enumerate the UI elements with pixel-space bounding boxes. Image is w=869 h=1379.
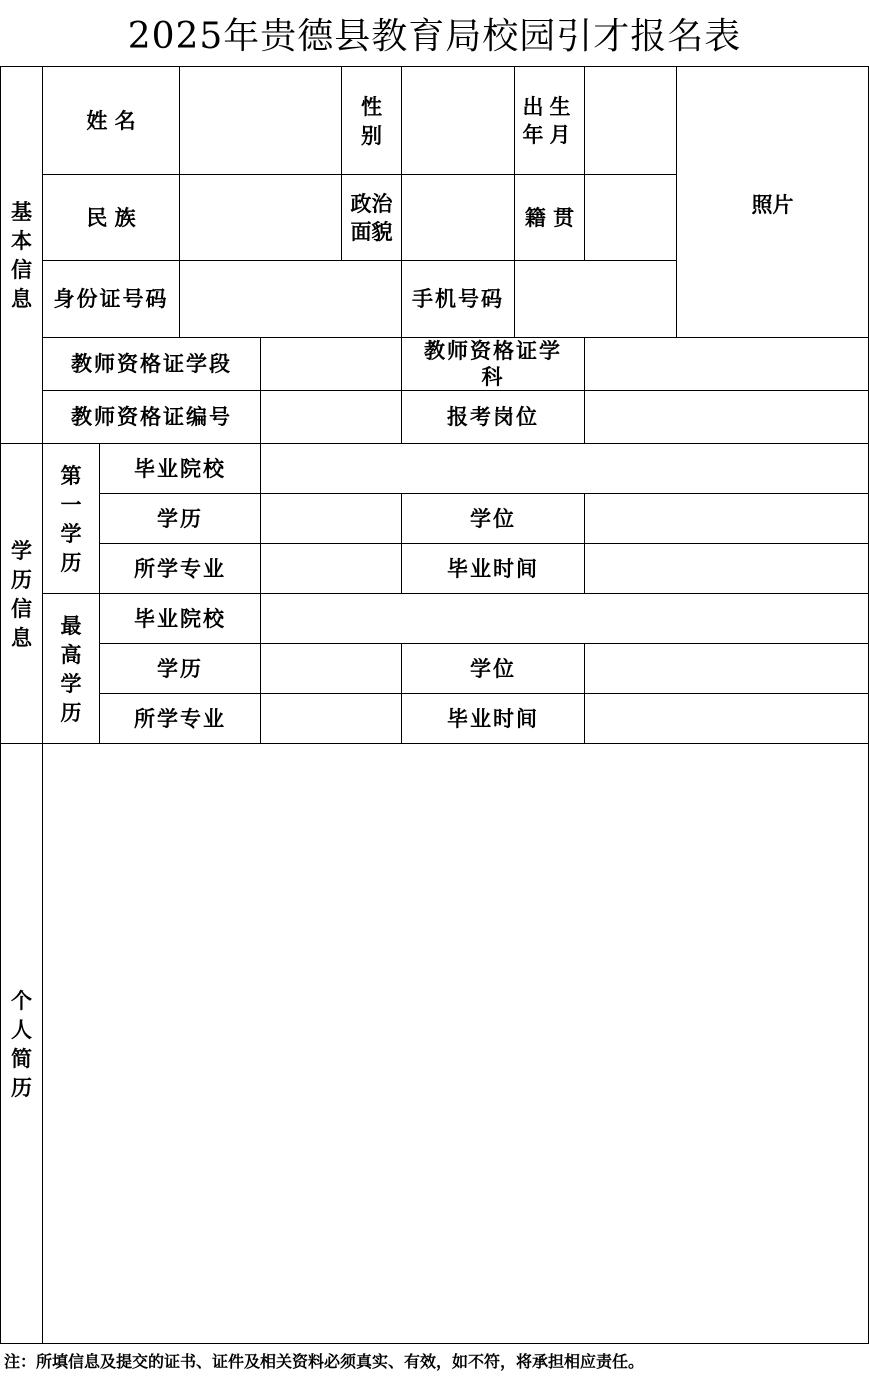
highest-degree-level-label: 学历	[99, 643, 261, 694]
footer-note: 注：所填信息及提交的证书、证件及相关资料必须真实、有效，如不符，将承担相应责任。	[4, 1352, 645, 1371]
highest-school-field[interactable]	[260, 593, 869, 644]
first-degree-field[interactable]	[584, 493, 869, 544]
highest-degree-field[interactable]	[584, 643, 869, 694]
political-label-line1: 政治	[350, 190, 393, 216]
phone-label: 手机号码	[401, 260, 515, 338]
phone-field[interactable]	[514, 260, 677, 338]
first-school-label: 毕业院校	[99, 443, 261, 494]
gender-label-text: 性 别	[361, 93, 382, 148]
section-resume-label: 个 人 简 历	[11, 987, 32, 1100]
cert-number-label: 教师资格证编号	[42, 390, 261, 444]
gender-label	[341, 66, 402, 175]
first-grad-time-field[interactable]	[584, 543, 869, 594]
photo-label: 照片	[751, 192, 794, 217]
highest-school-label: 毕业院校	[99, 593, 261, 644]
highest-grad-time-field[interactable]	[584, 693, 869, 744]
section-resume	[0, 743, 43, 1344]
section-basic-info-label: 基 本 信 息	[11, 199, 32, 311]
highest-degree-group	[42, 593, 100, 744]
section-education-info-label: 学 历 信 息	[11, 537, 32, 650]
first-grad-time-label: 毕业时间	[401, 543, 585, 594]
id-number-label: 身份证号码	[42, 260, 180, 338]
native-place-field[interactable]	[584, 174, 677, 261]
id-number-field[interactable]	[179, 260, 402, 338]
cert-number-field[interactable]	[260, 390, 402, 444]
cert-level-field[interactable]	[260, 337, 402, 391]
page-title: 2025年贵德县教育局校园引才报名表	[127, 15, 742, 57]
highest-major-label: 所学专业	[99, 693, 261, 744]
section-basic-info	[0, 66, 43, 444]
gender-field[interactable]	[401, 66, 515, 175]
ethnicity-field[interactable]	[179, 174, 342, 261]
birth-label	[514, 66, 585, 175]
highest-major-field[interactable]	[260, 693, 402, 744]
name-field[interactable]	[179, 66, 342, 175]
first-degree-level-field[interactable]	[260, 493, 402, 544]
position-label: 报考岗位	[401, 390, 585, 444]
political-label	[341, 174, 402, 261]
cert-subject-label-text: 教师资格证学科	[424, 338, 562, 389]
name-label: 姓 名	[42, 66, 180, 175]
political-field[interactable]	[401, 174, 515, 261]
section-education-info	[0, 443, 43, 744]
position-field[interactable]	[584, 390, 869, 444]
first-school-field[interactable]	[260, 443, 869, 494]
highest-grad-time-label: 毕业时间	[401, 693, 585, 744]
ethnicity-label: 民 族	[42, 174, 180, 261]
first-degree-group	[42, 443, 100, 594]
birth-field[interactable]	[584, 66, 677, 175]
first-major-label: 所学专业	[99, 543, 261, 594]
first-major-field[interactable]	[260, 543, 402, 594]
first-degree-level-label: 学历	[99, 493, 261, 544]
resume-field[interactable]	[42, 743, 869, 1344]
birth-label-line2: 年月	[522, 121, 577, 147]
highest-degree-label-cell: 学位	[401, 643, 585, 694]
photo-box[interactable]	[676, 66, 869, 338]
first-degree-label: 第 一 学 历	[60, 462, 82, 575]
native-place-label: 籍 贯	[514, 174, 585, 261]
cert-level-label: 教师资格证学段	[42, 337, 261, 391]
cert-subject-field[interactable]	[584, 337, 869, 391]
highest-degree-level-field[interactable]	[260, 643, 402, 694]
birth-label-line1: 出生	[522, 93, 577, 119]
first-degree-label-cell: 学位	[401, 493, 585, 544]
cert-subject-label	[401, 337, 585, 391]
political-label-line2: 面貌	[350, 218, 393, 244]
highest-degree-label: 最 高 学 历	[60, 612, 82, 725]
